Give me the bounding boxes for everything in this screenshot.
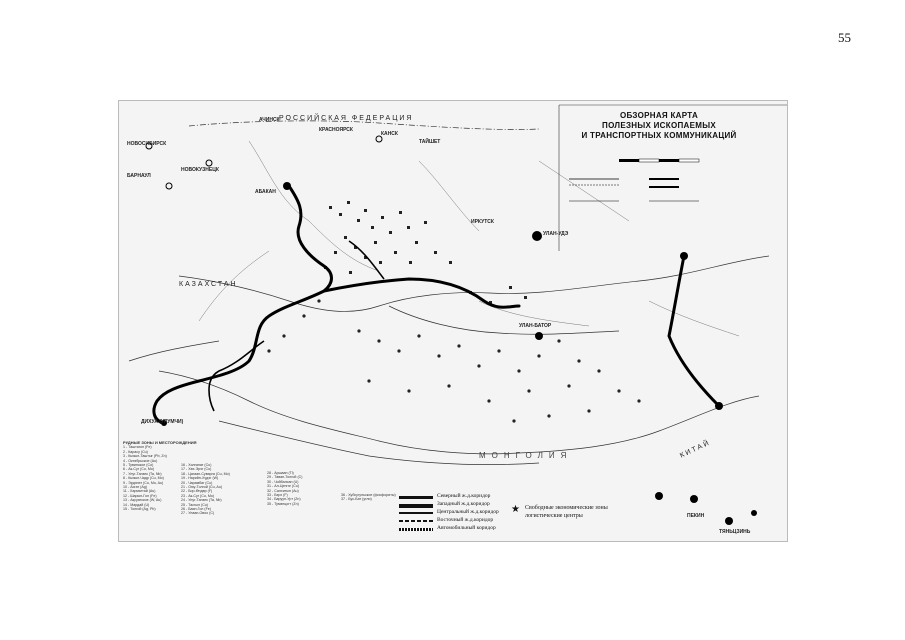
legend-star-label-1: Свободные экономические зоны <box>525 505 608 511</box>
deposit-item: 11 - Хармагтай (Au) <box>123 489 156 494</box>
deposit-item: 23 - Ак-Суг (Cu, Mo) <box>181 493 215 498</box>
city-novokuznetsk: НОВОКУЗНЕЦК <box>181 167 219 173</box>
deposit-item: 5 - Тувинское (Co) <box>123 463 154 468</box>
map-title-line-2: ПОЛЕЗНЫХ ИСКОПАЕМЫХ <box>602 121 716 130</box>
map-title <box>549 111 769 141</box>
deposit-item: 35 - Тумэнцогт (Zn) <box>267 501 299 506</box>
deposit-item: 22 - Бор-Өндөр (F) <box>181 489 213 494</box>
deposit-item: 17 - Хөх-Эрэг (Cu) <box>181 467 212 472</box>
top-legend-swatches <box>569 179 699 201</box>
deposit-item: 13 - Ақсуатское (W, Au) <box>123 498 162 503</box>
deposit-item: 25 - Тасгыл (Cu) <box>181 502 208 507</box>
deposit-item: 32 - Салхитын (Au) <box>267 488 299 493</box>
city-kansk: КАНСК <box>381 131 398 137</box>
legend-label-auto: Автомобильный коридор <box>437 525 496 531</box>
legend-swatch-north <box>399 496 433 499</box>
legend-star-label-2: логистические центры <box>525 513 583 519</box>
deposit-item: 18 - Цагаан-Суварга (Cu, Mo) <box>181 471 230 476</box>
legend-label-east: Восточный ж.д.коридор <box>437 517 494 523</box>
deposit-item: 20 - Чарамбаг (Cu) <box>181 480 213 485</box>
legend-swatch-west <box>399 504 433 508</box>
deposits-list-4 <box>341 493 397 502</box>
deposit-item: 36 - Хубсугульское (фосфориты) <box>341 493 396 497</box>
star-icon: ★ <box>511 504 520 515</box>
city-tyanjin: ТЯНЬЦЗИНЬ <box>719 529 751 535</box>
deposit-item: 4 - Октябрьское (Au) <box>123 458 158 463</box>
deposit-item: 16 - Хялганат (Cu) <box>181 463 212 467</box>
deposit-item: 30 - Чойбалсан (U) <box>267 479 299 484</box>
city-dikhua: ДИХУА (УРУМЧИ) <box>141 419 184 425</box>
city-abakan: АБАКАН <box>255 189 276 195</box>
deposits-header: РУДНЫЕ ЗОНЫ И МЕСТОРОЖДЕНИЯ <box>123 440 197 445</box>
city-ulan-bator: УЛАН-БАТОР <box>519 323 552 329</box>
legend-label-west: Западный ж.д.коридор <box>437 501 490 507</box>
city-irkutsk: ИРКУТСК <box>471 219 494 225</box>
region-mongolia: МОНГОЛИЯ <box>479 451 573 460</box>
city-ulan-ude: УЛАН-УДЭ <box>543 231 569 237</box>
deposit-item: 29 - Таван-Толгой (C) <box>267 475 303 480</box>
map-frame <box>118 100 788 542</box>
legend-swatch-east <box>399 520 433 522</box>
map-title-line-3: И ТРАНСПОРТНЫХ КОММУНИКАЦИЙ <box>581 131 737 140</box>
legend-label-north: Северный ж.д.коридор <box>437 493 491 499</box>
deposit-item: 34 - Баруун-Урт (Zn) <box>267 497 301 502</box>
deposit-marks <box>267 201 640 423</box>
secondary-corridors <box>209 241 384 411</box>
deposits-list-3 <box>267 471 339 506</box>
deposit-item: 7 - Улуг-Танзек (Ta, Nb) <box>123 471 162 476</box>
deposit-item: 19 - Нарийн-Хүдэг (W) <box>181 476 219 481</box>
region-kazakhstan: КАЗАХСТАН <box>179 281 238 288</box>
rivers <box>199 141 739 336</box>
corridor-legend <box>399 493 699 535</box>
city-tayshet: ТАЙШЕТ <box>419 139 441 145</box>
city-novosibirsk: НОВОСИБИРСК <box>127 141 167 147</box>
legend-swatch-central <box>399 512 433 514</box>
scale-bar <box>619 159 699 162</box>
legend-label-central: Центральный ж.д.коридор <box>437 509 499 515</box>
deposit-item: 28 - Аршаан (Ti) <box>267 471 294 475</box>
deposit-item: 37 - Бус-Бат (угли) <box>341 497 372 502</box>
city-barnaul: БАРНАУЛ <box>127 173 151 179</box>
legend-swatch-auto <box>399 528 433 531</box>
deposit-item: 10 - Асгат (Ag) <box>123 485 147 490</box>
deposit-item: 12 - Шарын-Гол (Fe) <box>123 493 157 498</box>
deposit-item: 15 - Толгой (Ag, Pb) <box>123 507 156 512</box>
deposit-item: 31 - Ал-Ценгэг (Cu) <box>267 484 299 489</box>
deposit-item: 3 - Кызыл-Таштыг (Pb, Zn) <box>123 454 167 459</box>
deposit-item: 24 - Улуг-Танзек (Ta, Nb) <box>181 498 222 503</box>
deposit-item: 33 - Бэрх (F) <box>267 493 288 498</box>
deposit-item: 2 - Карасу (Cu) <box>123 449 148 454</box>
deposit-item: 27 - Улаан-Овоо (C) <box>181 511 215 516</box>
city-achinsk: АЧИНСК <box>259 117 280 123</box>
rail-corridors <box>154 186 719 423</box>
region-russia: РОССИЙСКАЯ ФЕДЕРАЦИЯ <box>279 115 414 122</box>
deposit-item: 6 - Ак-Суг (Cu, Mo) <box>123 467 155 472</box>
deposit-item: 26 - Баян-Гол (Fe) <box>181 507 211 512</box>
region-china: КИТАЙ <box>679 439 712 460</box>
deposit-item: 9 - Эрдэнэт (Cu, Mo, Au) <box>123 480 164 485</box>
city-pekin: ПЕКИН <box>687 513 705 519</box>
deposit-item: 14 - Мардай (U) <box>123 502 150 507</box>
city-krasnoyarsk: КРАСНОЯРСК <box>319 127 353 133</box>
page-number: 55 <box>838 30 851 45</box>
deposit-item: 8 - Кызыл-Чадр (Cu, Mo) <box>123 476 164 481</box>
deposits-list-2 <box>181 463 263 516</box>
borders <box>129 121 769 465</box>
map-title-line-1: ОБЗОРНАЯ КАРТА <box>619 111 699 120</box>
deposit-item: 21 - Оюу-Толгой (Cu, Au) <box>181 485 223 490</box>
deposit-item: 1 - Таштагол (Fe) <box>123 445 152 450</box>
